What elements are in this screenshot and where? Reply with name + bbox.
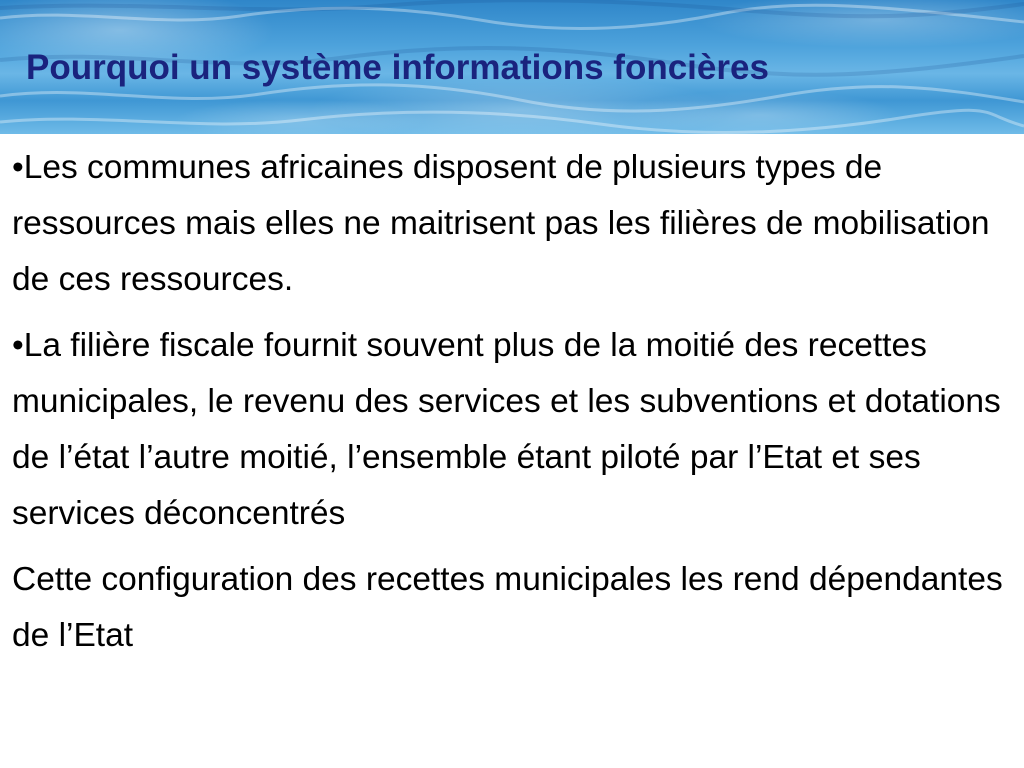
header-water-background <box>0 0 1024 134</box>
conclusion-paragraph: Cette configuration des recettes municipales les rend dépendantes de l’Etat <box>12 561 1003 654</box>
slide-body <box>12 140 1012 674</box>
bullet-paragraph: •Les communes africaines disposent de plusieurs types de ressources mais elles ne maitrisent pas les filières de mobilisation de ces ressources. <box>12 149 990 298</box>
slide-title: Pourquoi un système informations foncières <box>26 48 769 87</box>
bullet-paragraph: •La filière fiscale fournit souvent plus de la moitié des recettes municipales, le revenu des services et les subventions et dotations de l’état l’autre moitié, l’ensemble étant piloté par l’Etat et ses services déconcentrés <box>12 327 1001 532</box>
